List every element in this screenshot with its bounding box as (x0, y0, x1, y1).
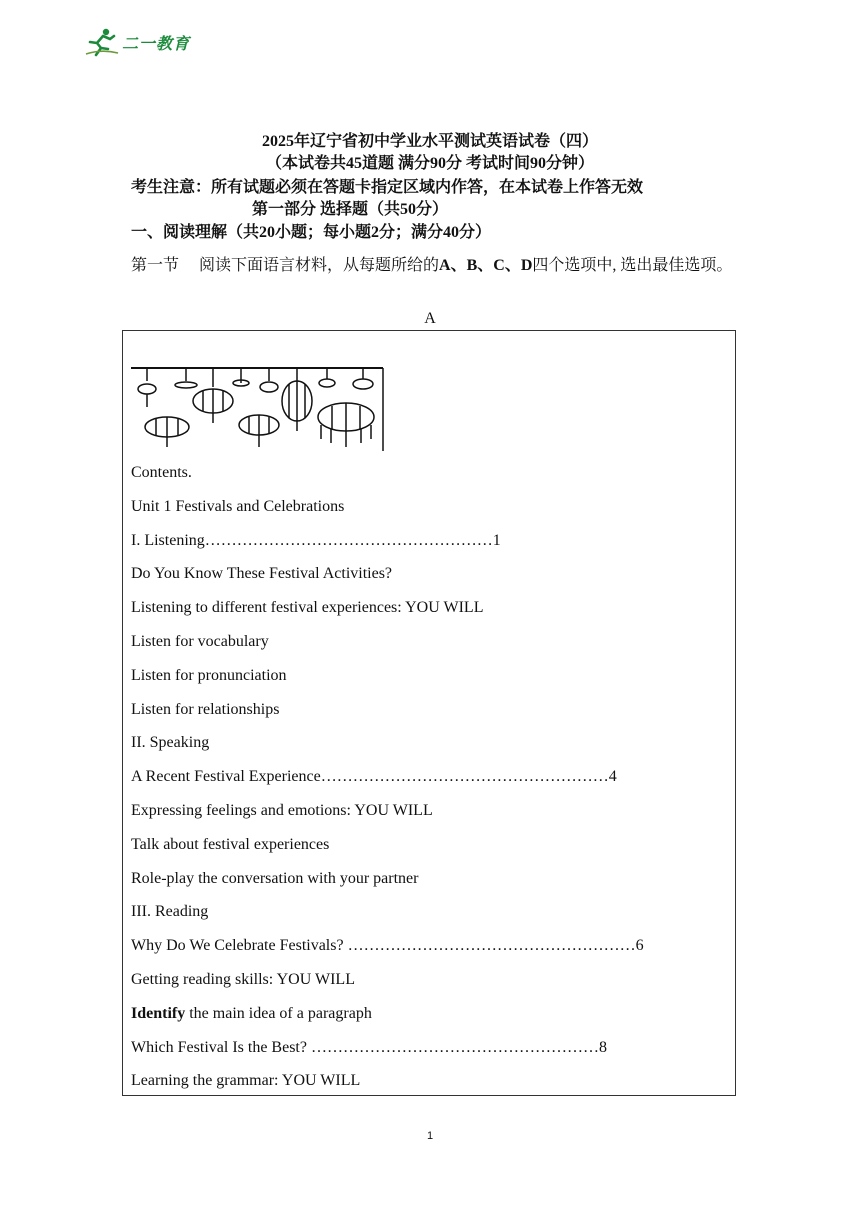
instruction (131, 248, 741, 284)
running-figure-logo-icon (84, 27, 120, 57)
toc-line: Learning the grammar: YOU WILL (131, 1072, 361, 1090)
toc-line: Why Do We Celebrate Festivals? ………………………………………………6 (131, 937, 644, 955)
toc-line: III. Reading (131, 903, 209, 921)
toc-line: Role-play the conversation with your partner (131, 869, 419, 887)
exam-title: 2025年辽宁省初中学业水平测试英语试卷（四） (261, 133, 598, 150)
instruction-post: 四个选项中, 选出最佳选项。 (532, 257, 733, 274)
instruction-pre: 阅读下面语言材料，从每题所给的 (199, 257, 440, 274)
identify-rest: the main idea of a paragraph (185, 1004, 372, 1022)
toc-line: Listen for vocabulary (131, 632, 269, 650)
section-heading: 一、阅读理解（共20小题；每小题2分；满分40分） (131, 224, 492, 241)
toc-line: Getting reading skills: YOU WILL (131, 970, 355, 988)
exam-notice: 考生注意：所有试题必须在答题卡指定区域内作答，在本试卷上作答无效 (131, 179, 644, 196)
logo (84, 26, 190, 58)
instruction-options: A、B、C、D (439, 257, 533, 274)
part-heading: 第一部分 选择题（共50分） (252, 201, 449, 218)
lanterns-illustration-icon (131, 367, 385, 451)
passage-letter: A (424, 310, 436, 327)
toc-line: Do You Know These Festival Activities? (131, 565, 393, 583)
toc-line: A Recent Festival Experience………………………………………………4 (131, 768, 617, 786)
toc-line: Expressing feelings and emotions: YOU WILL (131, 801, 433, 819)
exam-subtitle: （本试卷共45道题 满分90分 考试时间90分钟） (265, 155, 594, 172)
identify-bold: Identify (131, 1004, 186, 1022)
toc-line: II. Speaking (131, 734, 210, 752)
contents-list (131, 462, 731, 1104)
toc-line: Talk about festival experiences (131, 835, 330, 853)
toc-line (131, 1003, 731, 1037)
page-number: 1 (426, 1130, 434, 1142)
toc-line: Unit 1 Festivals and Celebrations (131, 497, 345, 515)
logo-text: 二一教育 (122, 33, 191, 53)
passage-box (122, 330, 736, 1096)
instruction-label: 第一节 (131, 257, 180, 274)
toc-line: Listen for relationships (131, 700, 280, 718)
toc-line: Contents. (131, 464, 192, 481)
toc-line: Listening to different festival experiences: YOU WILL (131, 599, 484, 617)
toc-line: Listen for pronunciation (131, 666, 287, 684)
toc-line: I. Listening………………………………………………1 (131, 531, 501, 549)
toc-line: Which Festival Is the Best? ………………………………………………8 (131, 1038, 607, 1056)
